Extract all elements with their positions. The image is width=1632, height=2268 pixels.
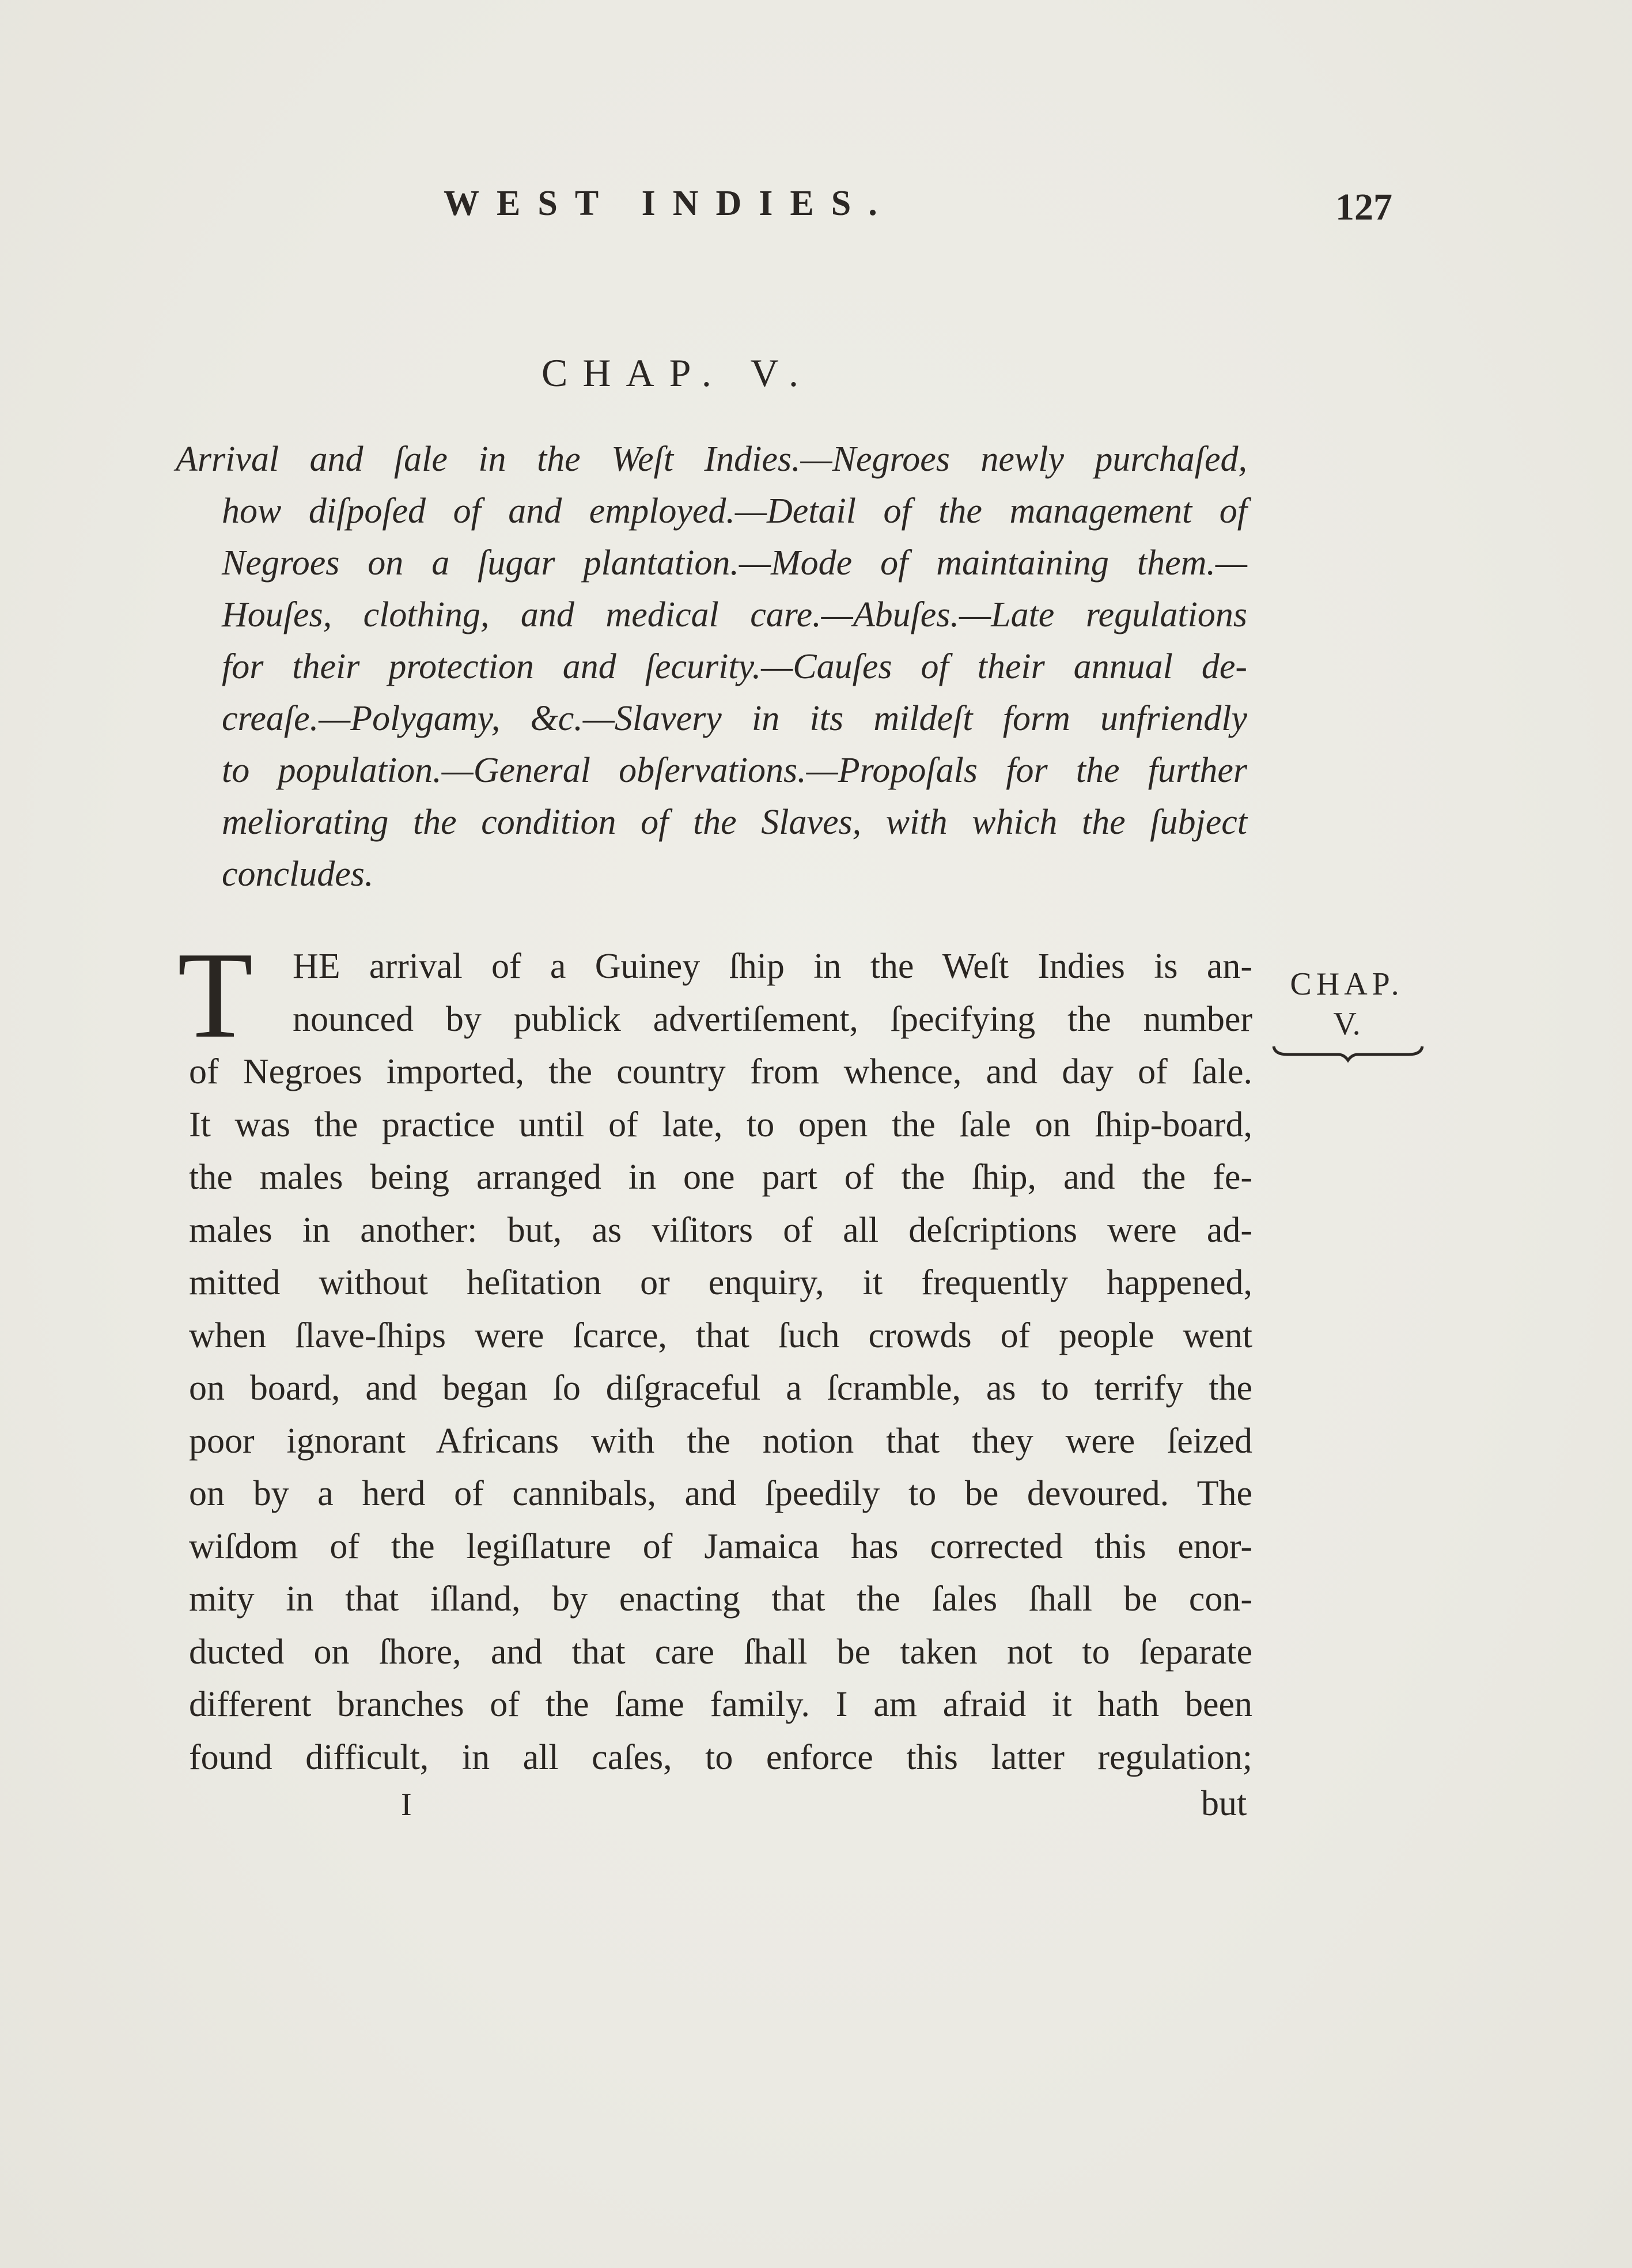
marginal-chap-number: V. [1333, 1006, 1361, 1042]
marginal-chap-label: CHAP. [1290, 966, 1404, 1002]
summary-line: for their protection and ſecurity.—Cauſes of their annual de- [222, 647, 1247, 686]
body-line: HE arrival of a Guiney ſhip in the Weſt Indies is an- [293, 947, 1252, 986]
marginal-note [1272, 963, 1422, 1043]
chapter-title: CHAP. V. [542, 351, 813, 395]
chapter-summary [176, 433, 1247, 900]
summary-line: how diſpoſed of and employed.—Detail of the management of [222, 492, 1247, 531]
drop-cap: T [177, 926, 253, 1064]
summary-line: Arrival and ſale in the Weſt Indies.—Negroes newly purchaſed, [176, 440, 1247, 479]
body-line: when ſlave-ſhips were ſcarce, that ſuch crowds of people went [189, 1316, 1252, 1355]
summary-line: concludes. [222, 855, 374, 894]
summary-line: to population.—General obſervations.—Propoſals for the further [222, 751, 1247, 790]
body-line: nounced by publick advertiſement, ſpecifying the number [293, 999, 1252, 1039]
signature-mark: I [401, 1787, 412, 1823]
show-through-text [248, 288, 256, 328]
body-line: poor ignorant Africans with the notion that they were ſeized [189, 1421, 1252, 1461]
body-paragraph [189, 940, 1252, 1784]
body-line: different branches of the ſame family. I am afraid it hath been [189, 1685, 1252, 1724]
body-line: wiſdom of the legiſlature of Jamaica has corrected this enor- [189, 1526, 1252, 1566]
body-line: It was the practice until of late, to open the ſale on ſhip-board, [189, 1105, 1252, 1144]
body-line: males in another: but, as viſitors of all deſcriptions were ad- [189, 1210, 1252, 1250]
body-line: the males being arranged in one part of the ſhip, and the fe- [189, 1158, 1252, 1197]
body-line: mitted without heſitation or enquiry, it frequently happened, [189, 1263, 1252, 1302]
catchword: but [1201, 1784, 1247, 1823]
summary-line: meliorating the condition of the Slaves, with which the ſubject [222, 803, 1247, 842]
body-line: ducted on ſhore, and that care ſhall be taken not to ſeparate [189, 1632, 1252, 1672]
summary-line: creaſe.—Polygamy, &c.—Slavery in its mildeſt form unfriendly [222, 699, 1247, 738]
running-head: WEST INDIES. [444, 184, 895, 223]
summary-line: Houſes, clothing, and medical care.—Abuſes.—Late regulations [222, 595, 1247, 634]
summary-line: Negroes on a ſugar plantation.—Mode of maintaining them.— [222, 543, 1247, 583]
body-line: on by a herd of cannibals, and ſpeedily to be devoured. The [189, 1474, 1252, 1513]
body-line: on board, and began ſo diſgraceful a ſcramble, as to terrify the [189, 1369, 1252, 1408]
body-line: of Negroes imported, the country from whence, and day of ſale. [189, 1052, 1252, 1091]
page-number: 127 [1335, 186, 1392, 228]
body-line: mity in that iſland, by enacting that the ſales ſhall be con- [189, 1579, 1252, 1619]
marginal-brace-ornament [1270, 1043, 1426, 1066]
body-line: found difficult, in all caſes, to enforce this latter regulation; [189, 1737, 1252, 1777]
